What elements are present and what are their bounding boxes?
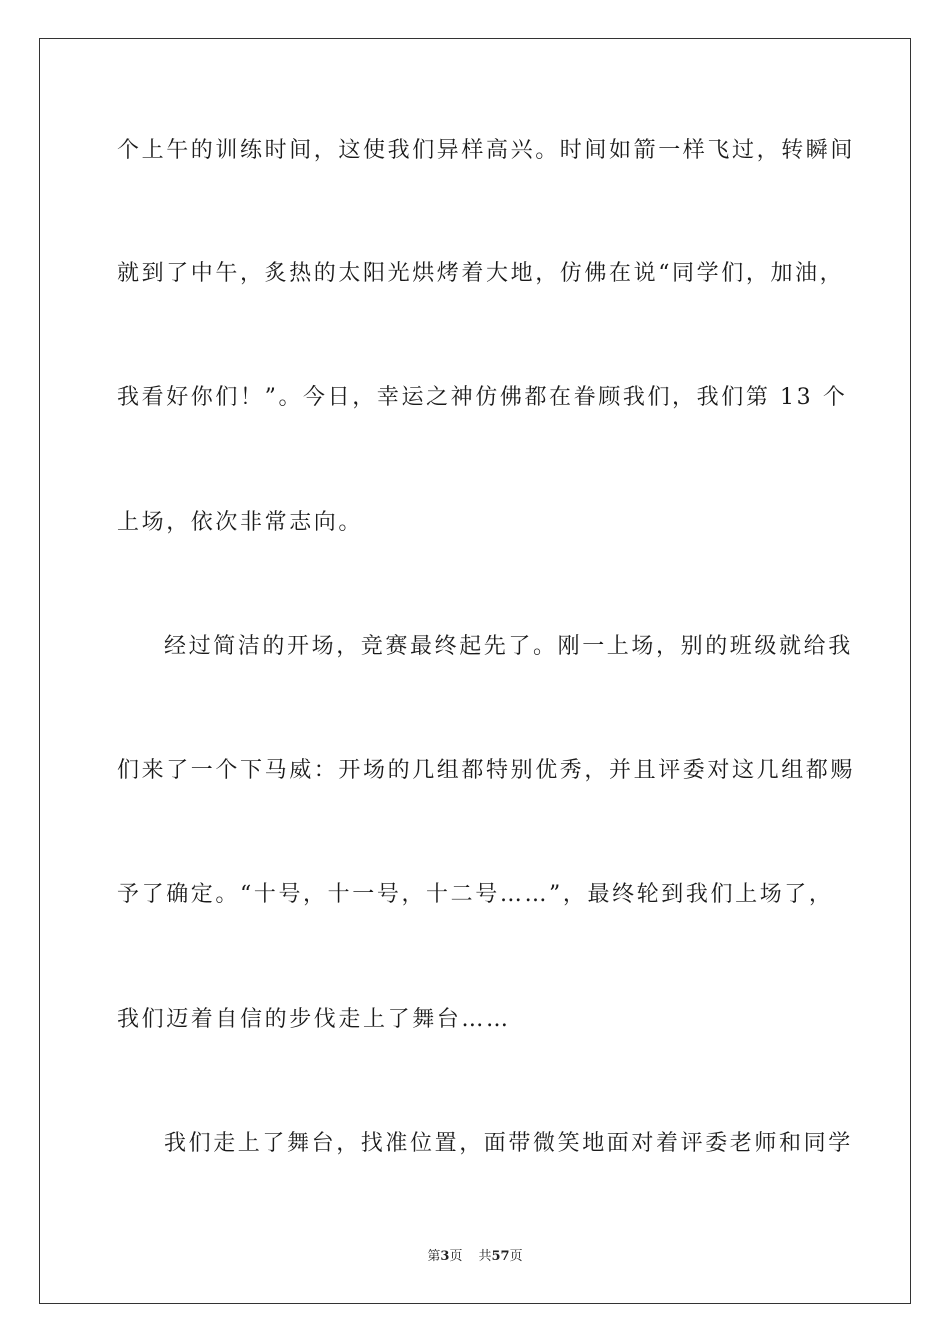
footer-page-total: 57 [491,1249,510,1264]
text-line-8: 我们迈着自信的步伐走上了舞台…… [117,1007,511,1032]
page-border [39,38,911,1304]
text-line-5: 经过简洁的开场，竞赛最终起先了。刚一上场，别的班级就给我 [164,634,853,659]
text-line-6: 们来了一个下马威：开场的几组都特别优秀，并且评委对这几组都赐 [117,758,856,783]
footer-total-prefix: 共 [478,1249,492,1264]
text-line-2: 就到了中午，炙热的太阳光烘烤着大地，仿佛在说“同学们，加油， [117,261,845,286]
footer-page-current: 3 [440,1249,450,1264]
text-line-7: 予了确定。“十号，十一号，十二号……”，最终轮到我们上场了， [117,882,834,907]
text-line-3: 我看好你们！”。今日，幸运之神仿佛都在眷顾我们，我们第 13 个 [117,385,848,410]
page-footer [0,1248,950,1266]
text-line-1: 个上午的训练时间，这使我们异样高兴。时间如箭一样飞过，转瞬间 [117,138,856,163]
text-line-4: 上场，依次非常志向。 [117,510,364,535]
footer-page-prefix: 第 [427,1249,441,1264]
footer-page-suffix: 页 [449,1249,463,1264]
text-line-9: 我们走上了舞台，找准位置，面带微笑地面对着评委老师和同学 [164,1131,853,1156]
footer-total-suffix: 页 [509,1249,523,1264]
